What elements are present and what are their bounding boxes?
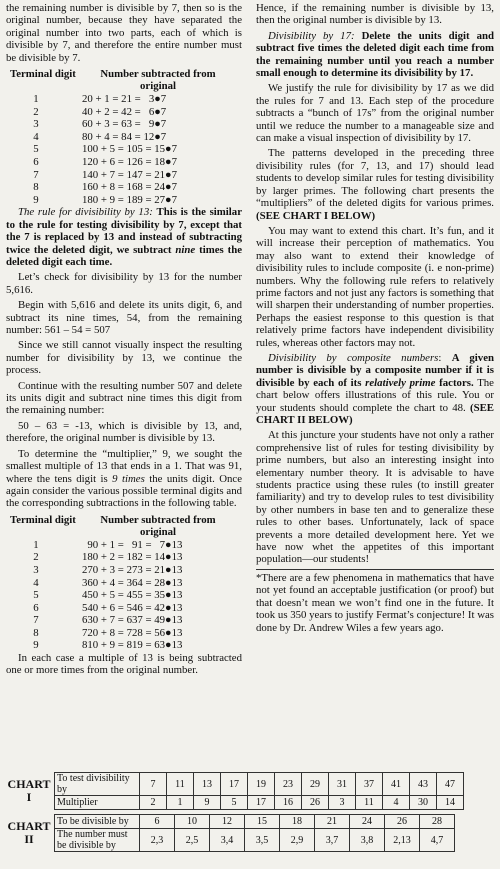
table7-row: [6, 194, 242, 207]
chart-1-multiplier-cell: 4: [383, 796, 410, 810]
table13-digit: 2: [33, 551, 39, 564]
table7-header: [6, 68, 242, 92]
multiplier-paragraph: [6, 448, 242, 510]
chart-2-factor-cell: 2,3: [140, 829, 175, 852]
chart-1-multiplier-cell: 26: [302, 796, 329, 810]
table13-row: [6, 627, 242, 640]
paragraph: Begin with 5,616 and delete its units digit, 6, and subtract its nine times, 54, from the remaining number: 561 – 54 = 507: [6, 299, 242, 337]
chart-1-prime-cell: 23: [275, 773, 302, 796]
left-column: [6, 2, 242, 680]
table7-digit: 5: [33, 143, 39, 156]
table7-digit: 6: [33, 156, 39, 168]
table13-digit: 6: [33, 601, 39, 614]
chart-1-prime-cell: 7: [140, 773, 167, 796]
text: The patterns developed in the preceding three divisibility rules (for 7, 13, and 17) should lead students to develop similar rules for testing divisibility by larger primes. The following chart presents the “multipliers” of the deleted digits for various primes.: [256, 147, 494, 210]
table13-row: [6, 614, 242, 627]
chart-2-factor-cell: 4,7: [420, 829, 455, 852]
table13-expr: 360 + 4 = 364 = 28●13: [82, 576, 183, 589]
table7-row: [6, 156, 242, 169]
table13-digit: 9: [33, 639, 39, 652]
table13-expr: 270 + 3 = 273 = 21●13: [82, 563, 183, 576]
table7-expr: 60 + 3 = 63 = 9●7: [82, 118, 167, 131]
chart-2-number-cell: 21: [315, 815, 350, 829]
table7-row: [6, 106, 242, 119]
table13-row: [6, 639, 242, 652]
paragraph: Let’s check for divisibility by 13 for the number 5,616.: [6, 271, 242, 296]
chart-2-factor-cell: 2,5: [175, 829, 210, 852]
chart-2-factor-cell: 2,9: [280, 829, 315, 852]
table13-expr: 720 + 8 = 728 = 56●13: [82, 626, 183, 639]
paragraph: Hence, if the remaining number is divisible by 13, then the original number is divisible by 13.: [256, 2, 494, 27]
chart-2-number-cell: 18: [280, 815, 315, 829]
table7-expr: 120 + 6 = 126 = 18●7: [82, 156, 177, 168]
table13-row: [6, 589, 242, 602]
table7-row: [6, 143, 242, 156]
table7-row: [6, 93, 242, 106]
table7-digit: 8: [33, 181, 39, 194]
table13-expr: 540 + 6 = 546 = 42●13: [82, 601, 183, 614]
chart-2-number-cell: 26: [385, 815, 420, 829]
rule13-text-a: This is the similar to the rule for testing divisibility by 7, except that the 7 is replaced by 13 and instead of subtracting twice the deleted digit, we subtract: [6, 206, 242, 256]
chart-1-prime-cell: 47: [437, 773, 464, 796]
chart-2-factor-cell: 3,5: [245, 829, 280, 852]
chart-1-prime-cell: 13: [194, 773, 221, 796]
composite-rule-text-a: A given number is divisible by a composite number if it is divisible by each of its: [256, 351, 495, 389]
table13-expr: 810 + 9 = 819 = 63●13: [82, 639, 183, 652]
chart-2-title-word: CHART: [7, 819, 51, 833]
paragraph: 50 – 63 = -13, which is divisible by 13, and, therefore, the original number is divisible by 13.: [6, 419, 242, 445]
paragraph: Continue with the resulting number 507 and delete its units digit and subtract nine times this digit from the remaining number:: [6, 379, 242, 417]
table13-digit: 3: [33, 563, 39, 576]
chart-2-row-label: The number must be divisible by: [55, 829, 140, 852]
table7-expr: 40 + 2 = 42 = 6●7: [82, 105, 167, 118]
table7-digit: 4: [33, 130, 39, 143]
chart-2-title: [4, 814, 54, 852]
table7-row: [6, 169, 242, 182]
chart-1-prime-cell: 29: [302, 773, 329, 796]
table7-digit: 9: [33, 193, 39, 206]
paragraph: In each case a multiple of 13 is being subtracted one or more times from the original number.: [6, 652, 242, 677]
table7-digit: 1: [33, 93, 39, 106]
chart-2-number-cell: 28: [420, 815, 455, 829]
chart-1-multiplier-cell: 5: [221, 796, 248, 810]
table7-row: [6, 181, 242, 194]
chart-2-row-numbers: [55, 815, 455, 829]
table13-digit: 7: [33, 614, 39, 627]
table13-row: [6, 539, 242, 552]
chart-1-title: [4, 772, 54, 810]
chart-2-number-cell: 15: [245, 815, 280, 829]
chart-2-factor-cell: 3,8: [350, 829, 385, 852]
chart-1-multiplier-cell: 9: [194, 796, 221, 810]
chart-1-prime-cell: 41: [383, 773, 410, 796]
chart-1-table: [54, 772, 464, 810]
table13-digit: 8: [33, 626, 39, 639]
table7-row: [6, 131, 242, 144]
table13-expr: 90 + 1 = 91 = 7●13: [82, 538, 183, 551]
paragraph: [256, 147, 494, 221]
chart-1-multiplier-cell: 30: [410, 796, 437, 810]
composite-rule-emphasis: relatively prime: [365, 376, 436, 389]
chart-1-multiplier-cell: 2: [140, 796, 167, 810]
chart-1-title-numeral: I: [26, 790, 32, 804]
chart-1-multiplier-cell: 3: [329, 796, 356, 810]
composite-rule-label: Divisibility by composite numbers: [268, 351, 439, 364]
table13-row: [6, 564, 242, 577]
rule17-label: Divisibility by 17:: [268, 29, 355, 42]
table7-digit: 3: [33, 118, 39, 131]
table7-body: [6, 93, 242, 206]
text: The chart below offers illustrations of this rule. You or your students should complete the chart to 48.: [256, 376, 494, 414]
composite-rule-paragraph: Divisibility by composite numbers: A given number is divisible by a composite number if it is divisible by each of its relatively prime factors. The chart below offers illustrations of this rule. You or your students should complete the chart to 48. (SEE CHART II BELOW): [256, 351, 495, 426]
chart-2-factor-cell: 2,13: [385, 829, 420, 852]
table13-digit: 5: [33, 589, 39, 602]
table13-header-subtracted: Number subtracted from original: [100, 513, 216, 538]
table7-expr: 20 + 1 = 21 = 3●7: [82, 93, 167, 106]
chart-1-prime-cell: 31: [329, 773, 356, 796]
table13-body: [6, 539, 242, 652]
chart-1: [4, 772, 496, 810]
chart-1-prime-cell: 17: [221, 773, 248, 796]
chart-1-prime-cell: 37: [356, 773, 383, 796]
table13-row: [6, 602, 242, 615]
table13-expr: 450 + 5 = 455 = 35●13: [82, 589, 183, 602]
table13-row: [6, 551, 242, 564]
table13-expr: 180 + 2 = 182 = 14●13: [82, 551, 183, 564]
chart2-reference: (SEE CHART II BELOW): [256, 401, 495, 426]
rule17-paragraph: [256, 30, 494, 80]
rule13-label: The rule for divisibility by 13:: [18, 206, 153, 219]
rule13-text-b: times the deleted digit each time.: [6, 243, 242, 268]
table7-digit: 7: [33, 168, 39, 181]
chart-2-row-factors: [55, 829, 455, 852]
text-emphasis: 9 times: [112, 472, 145, 485]
chart-2: [4, 814, 496, 852]
table7-header-subtracted: Number subtracted from original: [100, 68, 216, 93]
chart-2-number-cell: 10: [175, 815, 210, 829]
table13-row: [6, 577, 242, 590]
chart-1-multiplier-cell: 17: [248, 796, 275, 810]
table7-expr: 160 + 8 = 168 = 24●7: [82, 181, 177, 194]
chart-1-row-multipliers: [55, 796, 464, 810]
text: the units digit. Once again consider the various possible terminal digits and the corresponding subtractions in the following table.: [6, 472, 242, 510]
table7-expr: 140 + 7 = 147 = 21●7: [82, 168, 177, 181]
paragraph: Since we still cannot visually inspect the resulting number for divisibility by 13, we continue the process.: [6, 339, 242, 377]
chart-2-row-label: To be divisible by: [55, 815, 140, 829]
table7-expr: 80 + 4 = 84 = 12●7: [82, 130, 167, 143]
table13-expr: 630 + 7 = 637 = 49●13: [82, 614, 183, 627]
chart-1-row-label: Multiplier: [55, 796, 140, 810]
table13-header-digit: Terminal digit: [10, 513, 76, 526]
chart-2-factor-cell: 3,7: [315, 829, 350, 852]
paragraph: We justify the rule for divisibility by 17 as we did the rules for 7 and 13. Each step of the procedure subtracts a “bunch of 17s” from the original number until we reduce the number to a manageable size and can make a visual inspection of divisibility by 17.: [256, 82, 494, 145]
chart-1-prime-cell: 43: [410, 773, 437, 796]
chart-1-title-word: CHART: [7, 777, 51, 791]
chart-1-row-label: To test divisibility by: [55, 773, 140, 796]
chart-2-number-cell: 12: [210, 815, 245, 829]
rule13-nine: nine: [175, 243, 196, 256]
chart-1-row-primes: [55, 773, 464, 796]
rule13-paragraph: [6, 206, 242, 268]
chart-2-number-cell: 6: [140, 815, 175, 829]
chart-1-multiplier-cell: 16: [275, 796, 302, 810]
chart-1-prime-cell: 19: [248, 773, 275, 796]
text: To determine the “multiplier,” 9, we sought the smallest multiple of 13 that ends in a 1. That was 91, where the tens digit is: [6, 447, 242, 485]
paragraph: the remaining number is divisible by 7, then so is the original number, because they have separated the original number into two parts, each of which is divisible by 7, and therefore the entire number must be divisible by 7.: [6, 2, 242, 64]
chart-1-multiplier-cell: 14: [437, 796, 464, 810]
table7-digit: 2: [33, 105, 39, 118]
chart-2-factor-cell: 3,4: [210, 829, 245, 852]
table13-header: [6, 514, 242, 538]
chart-1-multiplier-cell: 11: [356, 796, 383, 810]
table13-digit: 4: [33, 576, 39, 589]
table7-expr: 100 + 5 = 105 = 15●7: [82, 143, 177, 156]
table7-expr: 180 + 9 = 189 = 27●7: [82, 193, 177, 206]
chart-2-title-numeral: II: [24, 832, 34, 846]
table7-header-digit: Terminal digit: [10, 68, 76, 81]
table13-digit: 1: [33, 538, 39, 551]
charts-section: [4, 772, 496, 856]
table7-row: [6, 118, 242, 131]
right-column: [256, 2, 494, 634]
chart-1-multiplier-cell: 1: [167, 796, 194, 810]
composite-rule-text-b: factors.: [439, 376, 474, 389]
chart1-reference: (SEE CHART I BELOW): [256, 209, 376, 222]
chart-2-table: [54, 814, 455, 852]
rule17-text: Delete the units digit and subtract five times the deleted digit each time from the remaining number until you reach a number small enough to determine its divisibility by 17.: [256, 29, 494, 80]
chart-2-number-cell: 24: [350, 815, 385, 829]
paragraph: You may want to extend this chart. It’s fun, and it will increase their perception of mathematics. You may also want to extend their knowledge of divisibility rules to include composite (i. e non-prime) numbers. Why the following rule refers to relatively prime factors and not just any factors is something that will sharpen their understanding of number properties. Perhaps the easiest response to this question is that relatively prime factors have independent divisibility rules, whereas other factors may not.: [256, 224, 494, 349]
paragraph: At this juncture your students have not only a rather comprehensive list of rules for testing divisibility by prime numbers, but also an interesting insight into elementary number theory. It is advisable to have students practice using these rules (to instill greater familiarity) and try to develop rules to test divisibility by other numbers in base ten and to generalize these rules to other bases. Unfortunately, lack of space prevents a more detailed development here. Yet we have now whet the appetites of this important population—our students!: [256, 429, 494, 566]
chart-1-prime-cell: 11: [167, 773, 194, 796]
footnote: *There are a few phenomena in mathematics that have not yet found an acceptable justification (or proof) but that doesn’t mean we won’t find one in the future. It took us 350 years to justify Fermat’s conjecture! It was done by Dr. Andrew Wiles a few years ago.: [256, 569, 494, 634]
